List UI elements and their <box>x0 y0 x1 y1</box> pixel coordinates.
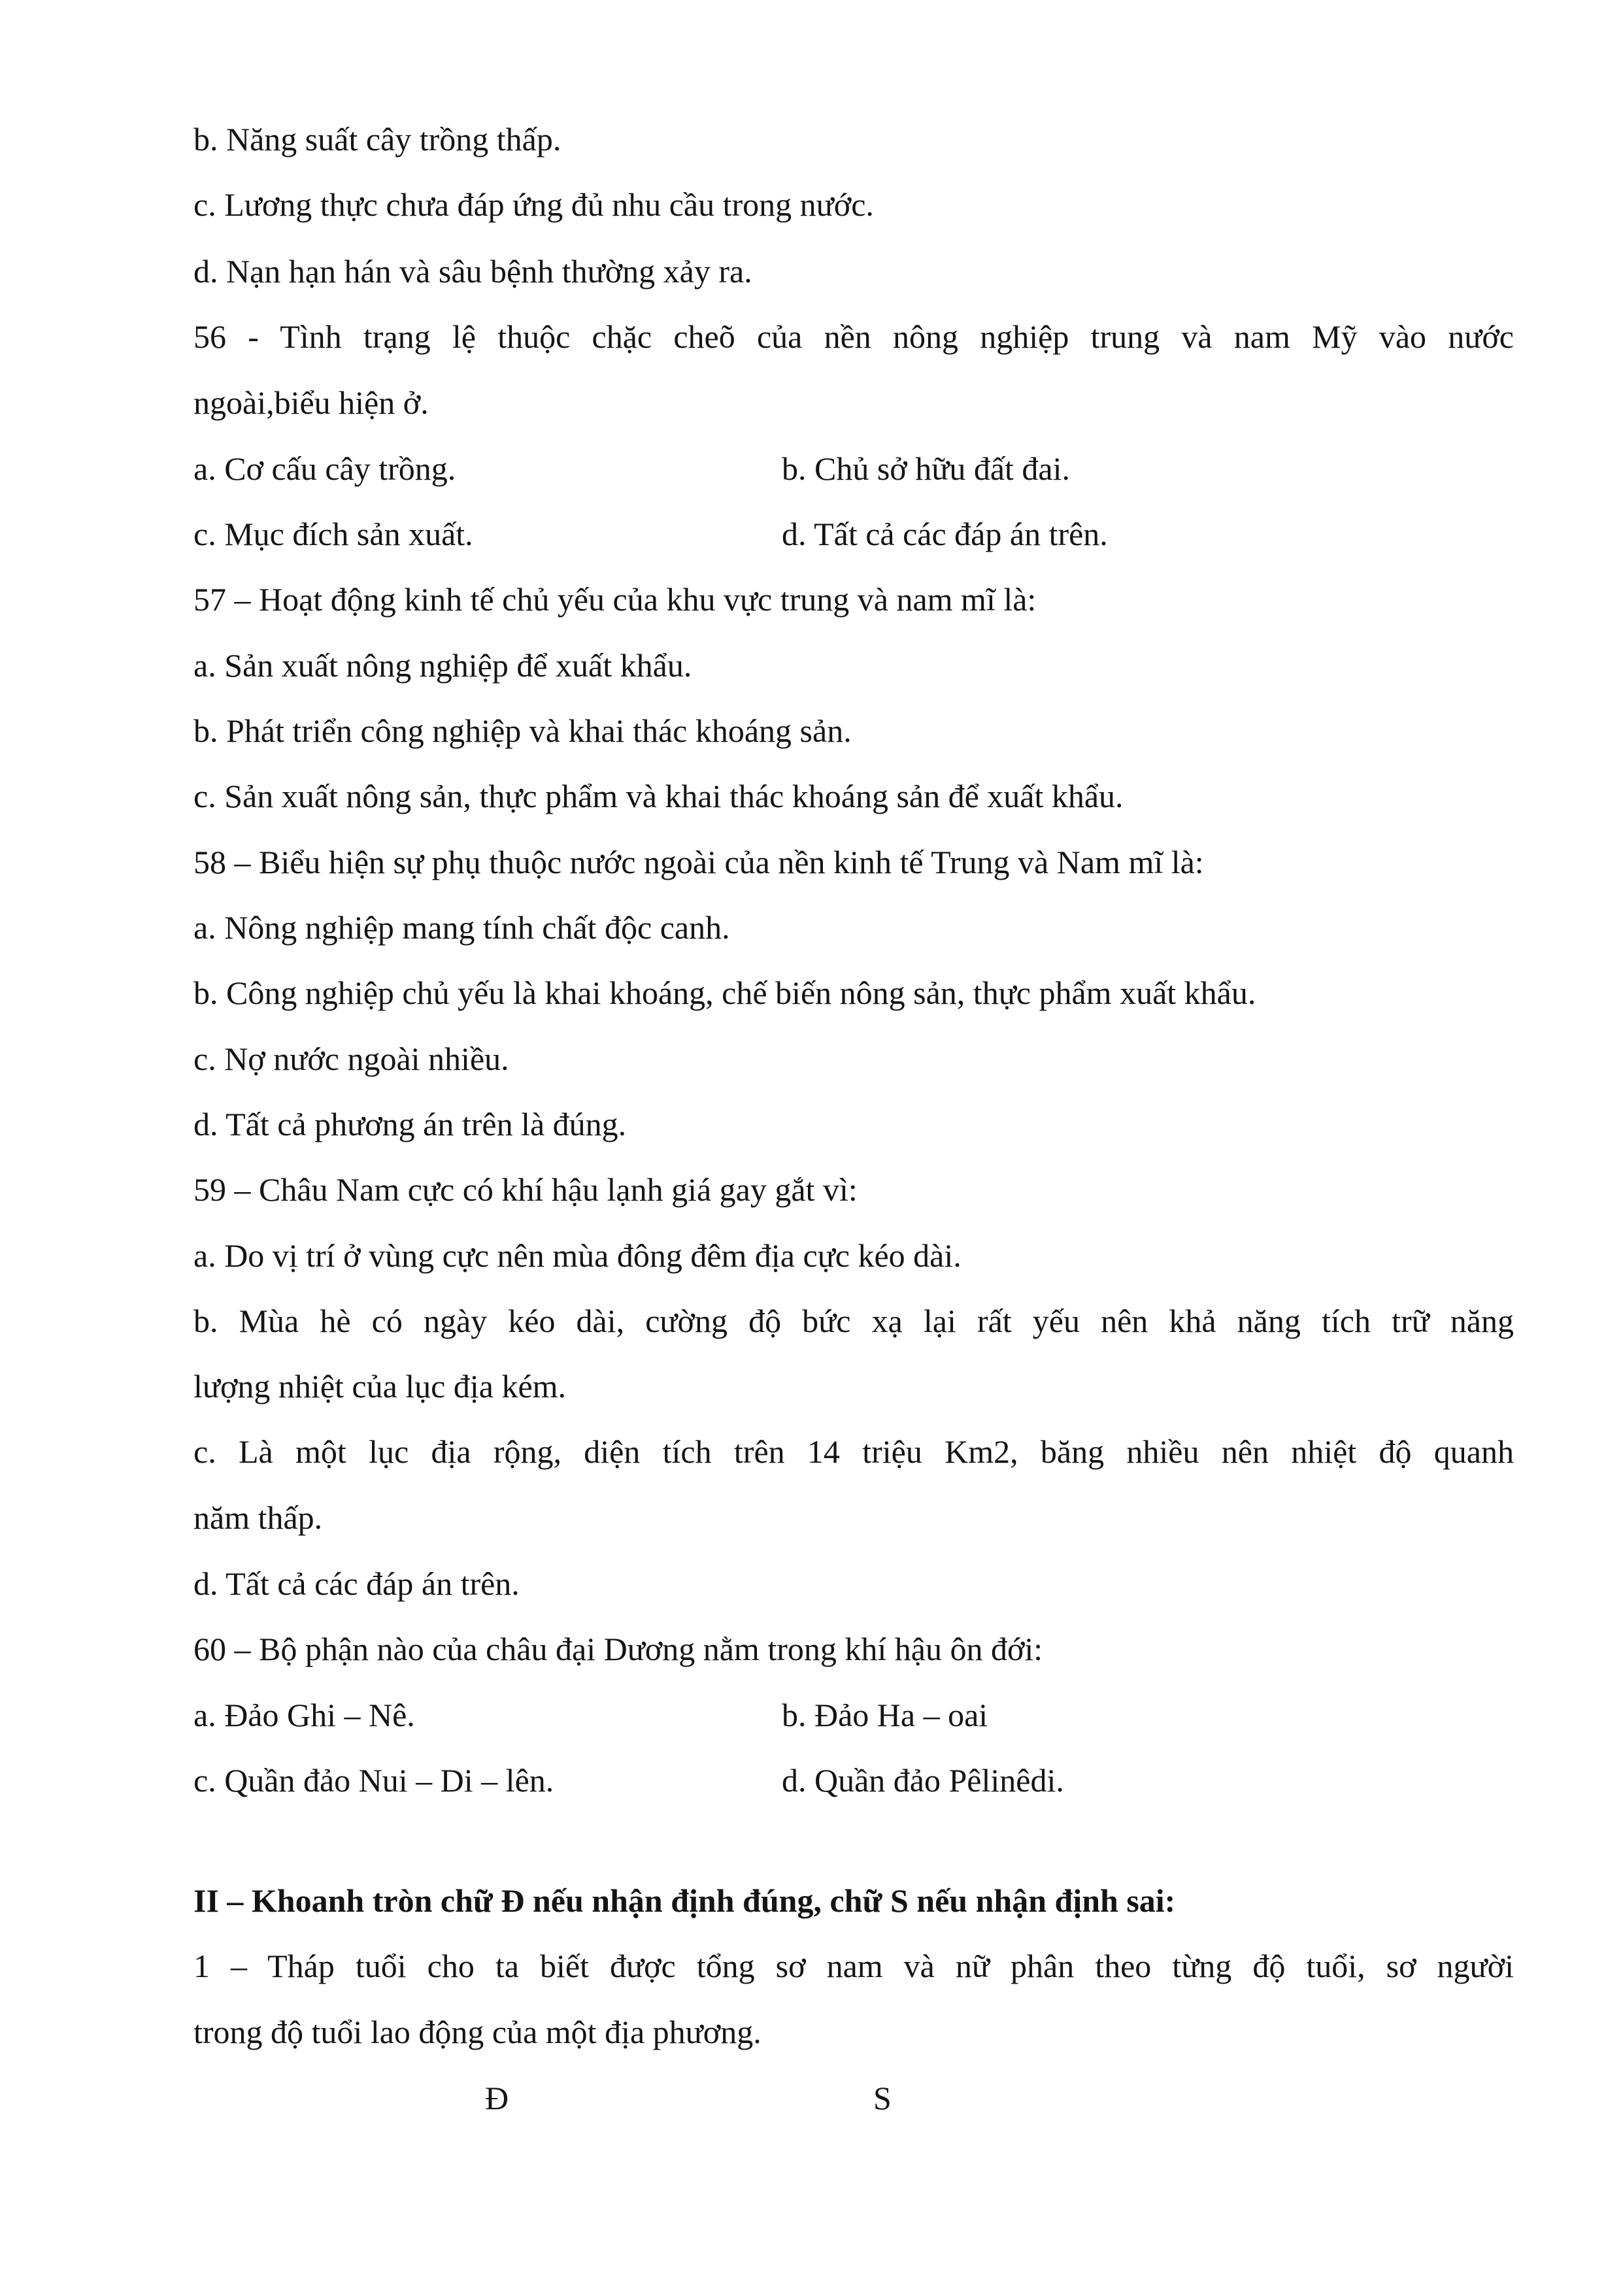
q56-stem-line1: 56 - Tình trạng lệ thuộc chặc cheõ của nền nông nghiệp trung và nam Mỹ vào nước <box>193 318 1514 355</box>
q58-option-a: a. Nông nghiệp mang tính chất độc canh. <box>193 909 730 946</box>
q55-option-c: c. Lương thực chưa đáp ứng đủ nhu cầu trong nước. <box>193 186 874 223</box>
q59-option-d: d. Tất cả các đáp án trên. <box>193 1565 520 1602</box>
q59-option-b-line2: lượng nhiệt của lục địa kém. <box>193 1368 567 1405</box>
answer-option-true[interactable]: Đ <box>485 2080 509 2116</box>
q59-stem: 59 – Châu Nam cực có khí hậu lạnh giá gay gắt vì: <box>193 1171 858 1208</box>
section2-item1-line2: trong độ tuổi lao động của một địa phương. <box>193 2014 761 2050</box>
q60-option-d: d. Quần đảo Pêlinêdi. <box>782 1762 1064 1799</box>
q55-option-b: b. Năng suất cây trồng thấp. <box>193 121 561 158</box>
q59-option-a: a. Do vị trí ở vùng cực nên mùa đông đêm địa cực kéo dài. <box>193 1237 962 1274</box>
q56-option-b: b. Chủ sở hữu đất đai. <box>782 450 1071 487</box>
q56-option-a: a. Cơ cấu cây trồng. <box>193 450 456 487</box>
q56-option-d: d. Tất cả các đáp án trên. <box>782 516 1108 552</box>
q60-option-b: b. Đảo Ha – oai <box>782 1697 988 1733</box>
section2-item1-line1: 1 – Tháp tuổi cho ta biết được tổng sơ nam và nữ phân theo từng độ tuổi, sơ người <box>193 1948 1514 1984</box>
q57-stem: 57 – Hoạt động kinh tế chủ yếu của khu vực trung và nam mĩ là: <box>193 581 1037 618</box>
q60-option-c: c. Quần đảo Nui – Di – lên. <box>193 1762 554 1799</box>
answer-option-false[interactable]: S <box>873 2080 892 2116</box>
q55-option-d: d. Nạn hạn hán và sâu bệnh thường xảy ra. <box>193 253 752 290</box>
q56-option-c: c. Mục đích sản xuất. <box>193 516 473 552</box>
q56-stem-line2: ngoài,biểu hiện ở. <box>193 384 429 421</box>
q57-option-a: a. Sản xuất nông nghiệp để xuất khẩu. <box>193 647 692 684</box>
q57-option-b: b. Phát triển công nghiệp và khai thác khoáng sản. <box>193 712 852 749</box>
q58-stem: 58 – Biểu hiện sự phụ thuộc nước ngoài của nền kinh tế Trung và Nam mĩ là: <box>193 844 1204 880</box>
q58-option-c: c. Nợ nước ngoài nhiều. <box>193 1040 509 1077</box>
q58-option-b: b. Công nghiệp chủ yếu là khai khoáng, chế biến nông sản, thực phẩm xuất khẩu. <box>193 974 1256 1011</box>
q59-option-b-line1: b. Mùa hè có ngày kéo dài, cường độ bức xạ lại rất yếu nên khả năng tích trữ năng <box>193 1303 1514 1339</box>
q60-option-a: a. Đảo Ghi – Nê. <box>193 1697 415 1733</box>
q58-option-d: d. Tất cả phương án trên là đúng. <box>193 1106 627 1142</box>
q57-option-c: c. Sản xuất nông sản, thực phẩm và khai thác khoáng sản để xuất khẩu. <box>193 778 1124 814</box>
q59-option-c-line2: năm thấp. <box>193 1499 323 1536</box>
q60-stem: 60 – Bộ phận nào của châu đại Dương nằm trong khí hậu ôn đới: <box>193 1631 1043 1667</box>
section2-heading: II – Khoanh tròn chữ Đ nếu nhận định đúng, chữ S nếu nhận định sai: <box>193 1882 1176 1919</box>
q59-option-c-line1: c. Là một lục địa rộng, diện tích trên 14 triệu Km2, băng nhiều nên nhiệt độ quanh <box>193 1433 1514 1470</box>
